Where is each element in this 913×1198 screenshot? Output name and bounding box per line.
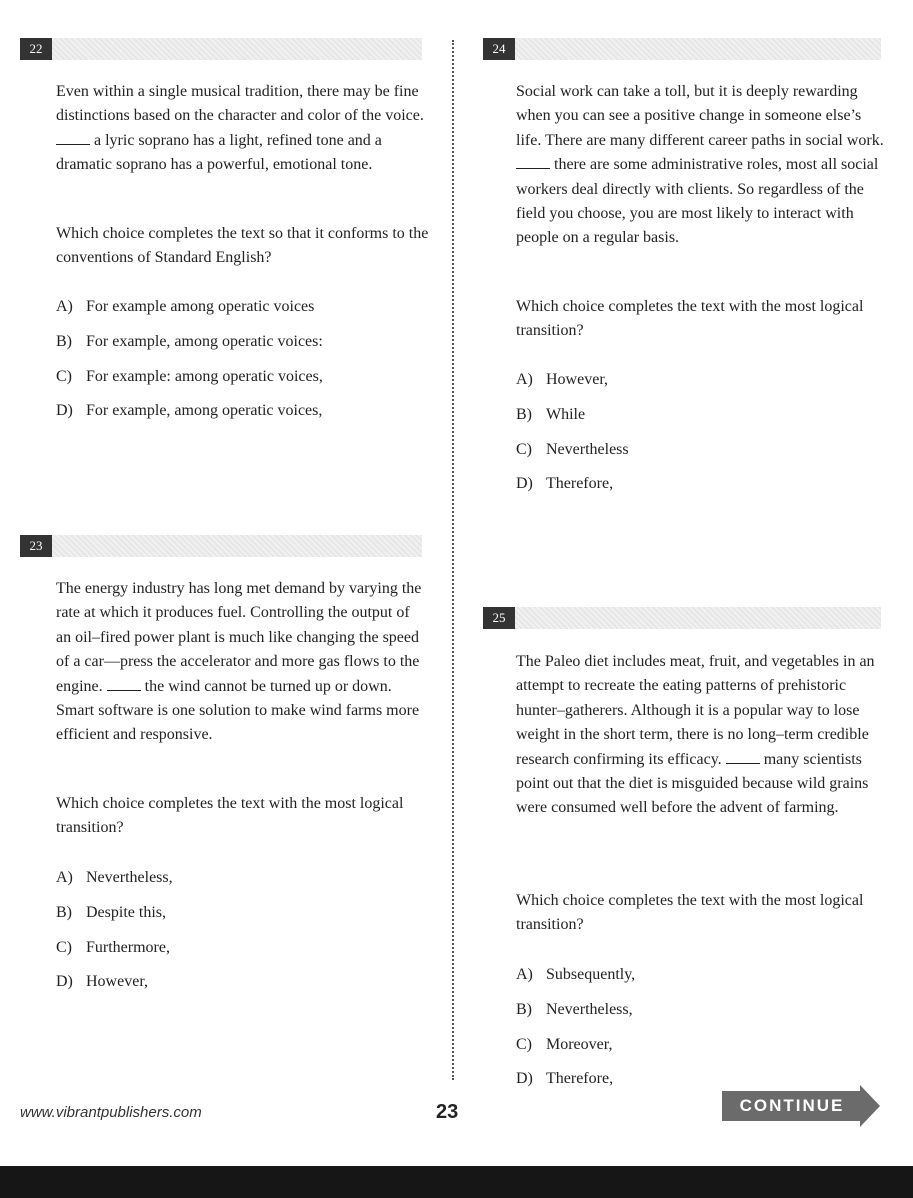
question-number-badge: 22 — [20, 38, 52, 60]
passage-before-blank: The energy industry has long met demand by varying the rate at which it produces fuel. Controlling the output of an oil–fired power plant is much like changing the speed of a car—press the accelerator and more gas flows to the engine. — [56, 580, 422, 695]
choice-b[interactable]: B) Despite this, — [56, 904, 166, 921]
choice-d[interactable]: D) Therefore, — [516, 475, 614, 492]
choice-c[interactable]: C) Furthermore, — [56, 939, 170, 956]
choice-d[interactable]: D) Therefore, — [516, 1070, 614, 1087]
header-band — [515, 38, 881, 60]
column-divider — [452, 40, 454, 1080]
question-number-badge: 25 — [483, 607, 515, 629]
header-band — [515, 607, 881, 629]
choice-d[interactable]: D) For example, among operatic voices, — [56, 402, 323, 419]
choice-a[interactable]: A) Nevertheless, — [56, 869, 173, 886]
answer-blank — [56, 131, 90, 145]
page-number: 23 — [436, 1101, 459, 1123]
choice-c[interactable]: C) For example: among operatic voices, — [56, 368, 323, 385]
choice-b[interactable]: B) While — [516, 406, 586, 423]
passage-text — [516, 80, 888, 251]
question-prompt: Which choice completes the text with the most logical transition? — [516, 892, 864, 934]
question-number-badge: 23 — [20, 535, 52, 557]
answer-blank — [726, 750, 760, 764]
passage-after-blank: a lyric soprano has a light, refined tone and a dramatic soprano has a powerful, emotional tone. — [56, 131, 382, 174]
question-header — [20, 38, 422, 60]
choice-a[interactable]: A) For example among operatic voices — [56, 298, 315, 315]
continue-button[interactable] — [722, 1085, 880, 1127]
answer-blank — [516, 155, 550, 169]
choice-c[interactable]: C) Moreover, — [516, 1036, 613, 1053]
answer-blank — [107, 677, 141, 691]
header-band — [52, 535, 422, 557]
passage-after-blank: the wind cannot be turned up or down. Smart software is one solution to make wind farms more efficient and responsive. — [56, 677, 420, 744]
question-number-badge: 24 — [483, 38, 515, 60]
passage-text — [56, 80, 426, 178]
question-header — [483, 38, 881, 60]
passage-before-blank: Social work can take a toll, but it is deeply rewarding when you can see a positive change in someone else’s life. There are many different career paths in social work. — [516, 83, 884, 149]
passage-before-blank: Even within a single musical tradition, there may be fine distinctions based on the character and color of the voice. — [56, 83, 424, 125]
choice-b[interactable]: B) Nevertheless, — [516, 1001, 633, 1018]
passage-before-blank: The Paleo diet includes meat, fruit, and vegetables in an attempt to recreate the eating patterns of prehistoric hunter–gatherers. Although it is a popular way to lose weight in the short term, there is no long–term credible research confirming its efficacy. — [516, 653, 875, 768]
passage-after-blank: many scientists point out that the diet is misguided because wild grains were consumed well before the advent of farming. — [516, 750, 869, 817]
passage-after-blank: there are some administrative roles, most all social workers deal directly with clients. So regardless of the field you choose, you are most likely to interact with people on a regular basis. — [516, 156, 879, 247]
bottom-bar — [0, 1166, 913, 1198]
choice-b[interactable]: B) For example, among operatic voices: — [56, 333, 323, 350]
choice-a[interactable]: A) Subsequently, — [516, 966, 636, 983]
choice-a[interactable]: A) However, — [516, 371, 608, 388]
choice-d[interactable]: D) However, — [56, 973, 148, 990]
choice-c[interactable]: C) Nevertheless — [516, 441, 629, 458]
passage-text — [56, 577, 424, 748]
publisher-url: www.vibrantpublishers.com — [20, 1104, 202, 1121]
question-prompt: Which choice completes the text with the most logical transition? — [56, 795, 404, 837]
passage-text — [516, 650, 888, 821]
question-header — [20, 535, 422, 557]
header-band — [52, 38, 422, 60]
continue-label: CONTINUE — [739, 1096, 845, 1115]
question-header — [483, 607, 881, 629]
question-prompt: Which choice completes the text with the most logical transition? — [516, 298, 864, 340]
question-prompt: Which choice completes the text so that it conforms to the conventions of Standard English? — [56, 225, 429, 267]
